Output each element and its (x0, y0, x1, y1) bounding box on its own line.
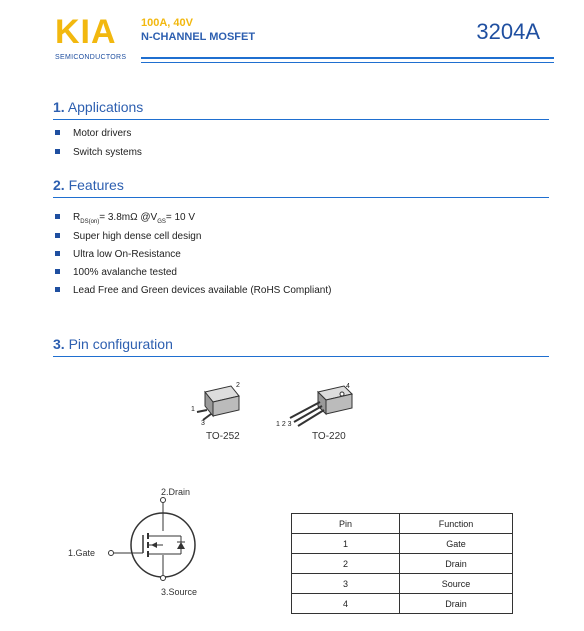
to252-pin2-label: 2 (236, 382, 240, 389)
gate-label: 1.Gate (68, 548, 96, 558)
section-label: Features (68, 177, 124, 193)
logo-subtitle: SEMICONDUCTORS (55, 54, 127, 61)
kia-logo: KIA (55, 13, 117, 51)
rds-symbol: R (73, 212, 81, 223)
bullet-icon (55, 269, 60, 274)
list-item: Ultra low On-Resistance (73, 249, 181, 260)
source-label: 3.Source (161, 587, 198, 597)
section-number: 1. (53, 99, 65, 115)
rds-value: = 3.8mΩ @V (99, 212, 158, 223)
bullet-icon (55, 233, 60, 238)
section-title-pin-configuration (53, 336, 173, 352)
pin-column-header: Pin (292, 514, 400, 534)
function-cell: Drain (400, 554, 513, 574)
vgs-condition: = 10 V (165, 212, 196, 223)
table-row (292, 594, 513, 614)
mosfet-schematic-symbol (95, 495, 215, 595)
table-row (292, 574, 513, 594)
pin-cell: 4 (292, 594, 400, 614)
drain-label: 2.Drain (161, 487, 191, 497)
section-label: Pin configuration (68, 336, 173, 352)
rating-text: 100A, 40V (141, 17, 193, 29)
bullet-icon (55, 130, 60, 135)
table-row (292, 534, 513, 554)
bullet-icon (55, 214, 60, 219)
bullet-icon (55, 149, 60, 154)
rds-spec (73, 212, 195, 225)
section-label: Applications (67, 99, 144, 115)
pin-cell: 1 (292, 534, 400, 554)
section-title-features (53, 177, 124, 193)
pin-function-table (291, 513, 513, 614)
list-item: 100% avalanche tested (73, 267, 177, 278)
rds-subscript: DS(on) (80, 219, 100, 225)
to220-pin123-label: 1 2 3 (276, 421, 292, 428)
to220-label: TO-220 (312, 431, 346, 442)
section-rule (53, 119, 549, 120)
section-number: 3. (53, 336, 65, 352)
to252-package-drawing (185, 380, 255, 430)
list-item: Super high dense cell design (73, 231, 202, 242)
section-rule (53, 356, 549, 357)
header-rule-thin (141, 62, 554, 63)
vgs-subscript: GS (157, 219, 166, 225)
table-row (292, 554, 513, 574)
function-column-header: Function (400, 514, 513, 534)
section-title-applications (53, 99, 143, 115)
bullet-icon (55, 287, 60, 292)
to252-label: TO-252 (206, 431, 240, 442)
section-number: 2. (53, 177, 65, 193)
to252-pin1-label: 1 (191, 406, 195, 413)
to252-pin3-label: 3 (201, 420, 205, 427)
to220-pin4-label: 4 (346, 383, 350, 390)
device-type-text: N-CHANNEL MOSFET (141, 31, 256, 43)
part-number: 3204A (476, 19, 540, 44)
pin-cell: 2 (292, 554, 400, 574)
section-rule (53, 197, 549, 198)
table-header-row (292, 514, 513, 534)
pin-cell: 3 (292, 574, 400, 594)
header-rule-thick (141, 57, 554, 59)
bullet-icon (55, 251, 60, 256)
function-cell: Drain (400, 594, 513, 614)
function-cell: Gate (400, 534, 513, 554)
list-item: Lead Free and Green devices available (RoHS Compliant) (73, 285, 332, 296)
list-item: Switch systems (73, 147, 142, 158)
list-item: Motor drivers (73, 128, 132, 139)
function-cell: Source (400, 574, 513, 594)
